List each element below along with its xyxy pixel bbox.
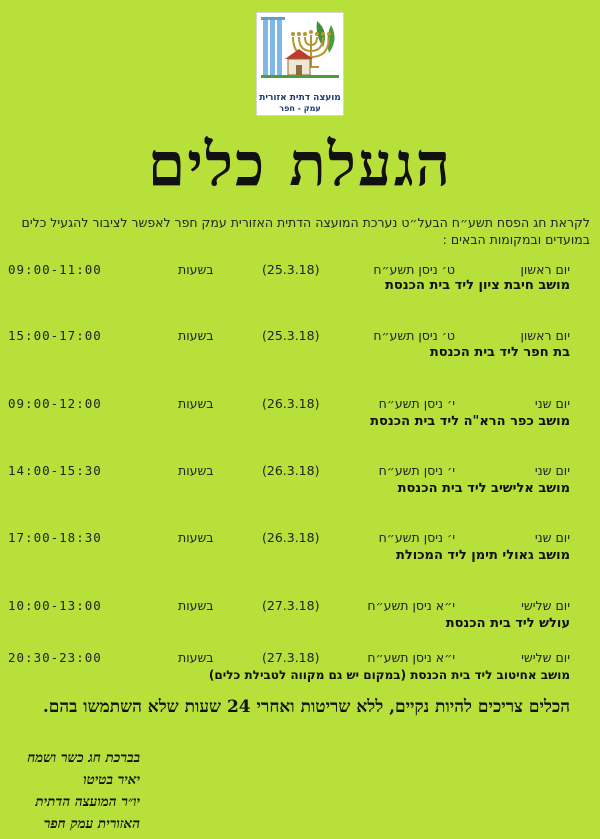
schedule-hours-label: בשעות bbox=[178, 262, 214, 277]
schedule-place: מושב גאולי תימן ליד המכולת bbox=[395, 548, 570, 563]
signature-greeting: בברכת חג כשר ושמח bbox=[27, 750, 140, 766]
schedule-place: מושב אחיטוב ליד בית הכנסת (במקום יש גם מקווה לטבילת כלים) bbox=[208, 668, 570, 682]
schedule-time: 09:00-12:00 bbox=[8, 396, 102, 411]
signature-role: יו״ר המועצה הדתית bbox=[35, 794, 140, 810]
schedule-time: 09:00-11:00 bbox=[8, 262, 102, 277]
schedule-hours-label: בשעות bbox=[178, 530, 214, 545]
schedule-day: יום שני bbox=[534, 463, 570, 478]
schedule-day: יום שלישי bbox=[521, 650, 570, 665]
schedule-place: עולש ליד בית הכנסת bbox=[445, 616, 570, 631]
schedule-time: 14:00-15:30 bbox=[8, 463, 102, 478]
schedule-day: יום שני bbox=[534, 396, 570, 411]
signature-name: יאיר בטיטו bbox=[83, 772, 140, 788]
schedule-row bbox=[0, 463, 600, 481]
logo-council-name: מועצה דתית אזורית bbox=[259, 93, 341, 103]
schedule-gregorian-date: (25.3.18) bbox=[262, 262, 320, 277]
schedule-hours-label: בשעות bbox=[178, 650, 214, 665]
regional-council-logo bbox=[256, 12, 344, 116]
schedule-hebrew-date: ט׳ ניסן תשע״ח bbox=[373, 262, 455, 277]
schedule-gregorian-date: (27.3.18) bbox=[262, 650, 320, 665]
schedule-hebrew-date: ט׳ ניסן תשע״ח bbox=[373, 328, 455, 343]
schedule-row bbox=[0, 396, 600, 414]
schedule-row bbox=[0, 598, 600, 616]
schedule-hours-label: בשעות bbox=[178, 463, 214, 478]
schedule-place: מושב חיבת ציון ליד בית הכנסת bbox=[385, 278, 570, 293]
schedule-place: מושב אלישיב ליד בית הכנסת bbox=[397, 481, 570, 496]
menorah-building-emblem bbox=[257, 13, 343, 93]
schedule-hours-label: בשעות bbox=[178, 328, 214, 343]
schedule-row bbox=[0, 530, 600, 548]
schedule-hebrew-date: י״א ניסן תשע״ח bbox=[367, 650, 455, 665]
schedule-hebrew-date: י׳ ניסן תשע״ח bbox=[378, 530, 455, 545]
schedule-hebrew-date: י׳ ניסן תשע״ח bbox=[378, 396, 455, 411]
schedule-time: 10:00-13:00 bbox=[8, 598, 102, 613]
schedule-place: מושב כפר הרא"ה ליד בית הכנסת bbox=[370, 414, 570, 429]
schedule-gregorian-date: (25.3.18) bbox=[262, 328, 320, 343]
schedule-day: יום שלישי bbox=[521, 598, 570, 613]
page-title: הגעלת כלים bbox=[147, 130, 453, 200]
schedule-time: 15:00-17:00 bbox=[8, 328, 102, 343]
intro-paragraph: לקראת חג הפסח תשע״ח הבעל״ט נערכת המועצה הדתית האזורית עמק חפר לאפשר לציבור להגעיל כלים במועדים ובמקומות הבאים : bbox=[21, 215, 590, 247]
schedule-day: יום ראשון bbox=[520, 328, 570, 343]
schedule-day: יום שני bbox=[534, 530, 570, 545]
logo-region-name: עמק - חפר bbox=[279, 104, 321, 113]
schedule-gregorian-date: (26.3.18) bbox=[262, 530, 320, 545]
schedule-hebrew-date: י׳ ניסן תשע״ח bbox=[378, 463, 455, 478]
schedule-place: בת חפר ליד בית הכנסת bbox=[429, 345, 570, 360]
schedule-day: יום ראשון bbox=[520, 262, 570, 277]
cleanliness-notice: הכלים צריכים להיות נקיים, ללא שריטות ואחרי 24 שעות שלא השתמשו בהם. bbox=[42, 697, 570, 717]
schedule-hours-label: בשעות bbox=[178, 396, 214, 411]
schedule-gregorian-date: (27.3.18) bbox=[262, 598, 320, 613]
schedule-gregorian-date: (26.3.18) bbox=[262, 463, 320, 478]
schedule-hours-label: בשעות bbox=[178, 598, 214, 613]
schedule-time: 20:30-23:00 bbox=[8, 650, 102, 665]
schedule-row bbox=[0, 328, 600, 346]
schedule-hebrew-date: י״א ניסן תשע״ח bbox=[367, 598, 455, 613]
schedule-time: 17:00-18:30 bbox=[8, 530, 102, 545]
signature-organization: האזורית עמק חפר bbox=[43, 816, 140, 832]
schedule-row bbox=[0, 650, 600, 668]
schedule-gregorian-date: (26.3.18) bbox=[262, 396, 320, 411]
